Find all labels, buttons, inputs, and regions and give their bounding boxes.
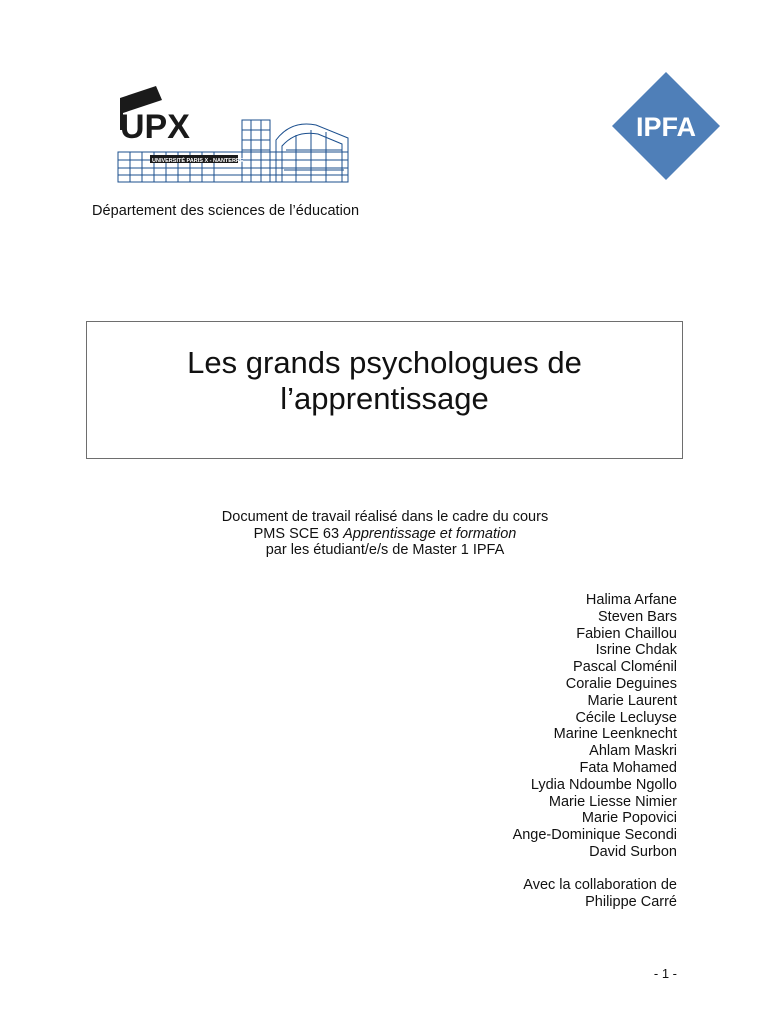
intro-line-1: Document de travail réalisé dans le cadre du cours — [221, 509, 549, 525]
department-name: Département des sciences de l’éducation — [92, 203, 360, 219]
course-line — [150, 526, 620, 543]
intro-line-3: par les étudiant/e/s de Master 1 IPFA — [265, 542, 505, 558]
collaborator-name: Philippe Carré — [585, 894, 677, 910]
author-name: David Surbon — [589, 843, 677, 860]
author-list — [513, 592, 677, 861]
author-name: Ahlam Maskri — [589, 743, 677, 760]
ipfa-diamond-icon — [608, 68, 724, 184]
author-name: Lydia Ndoumbe Ngollo — [530, 776, 677, 793]
intro-text — [150, 509, 620, 559]
title-box — [86, 321, 683, 459]
author-name: Steven Bars — [598, 608, 677, 625]
ipfa-logo-text: IPFA — [635, 112, 697, 142]
upx-logo — [116, 80, 352, 190]
collaboration — [523, 877, 677, 911]
author-name: Fata Mohamed — [579, 759, 677, 776]
author-name: Ange-Dominique Secondi — [512, 827, 677, 844]
author-name: Cécile Lecluyse — [575, 709, 677, 726]
course-name: Apprentissage et formation — [343, 525, 517, 542]
document-title-line-2: l’apprentissage — [280, 381, 489, 416]
course-code: PMS SCE 63 — [253, 525, 340, 542]
upx-logo-text: UPX — [120, 108, 190, 146]
author-name: Pascal Cloménil — [573, 659, 677, 676]
author-name: Fabien Chaillou — [576, 625, 677, 642]
author-name: Marie Popovici — [581, 810, 677, 827]
collaboration-label: Avec la collaboration de — [523, 877, 677, 893]
document-title-line-1: Les grands psychologues de — [187, 345, 582, 380]
author-name: Marie Laurent — [587, 692, 677, 709]
upx-logo-subtext: UNIVERSITÉ PARIS X - NANTERRE — [152, 158, 244, 164]
author-name: Marie Liesse Nimier — [548, 793, 677, 810]
author-name: Halima Arfane — [585, 592, 677, 608]
author-name: Isrine Chdak — [595, 642, 677, 659]
author-name: Marine Leenknecht — [553, 726, 677, 743]
upx-building-illustration — [116, 80, 352, 190]
page-number: - 1 - — [653, 966, 677, 981]
author-name: Coralie Deguines — [565, 675, 677, 692]
ipfa-logo — [608, 68, 724, 184]
